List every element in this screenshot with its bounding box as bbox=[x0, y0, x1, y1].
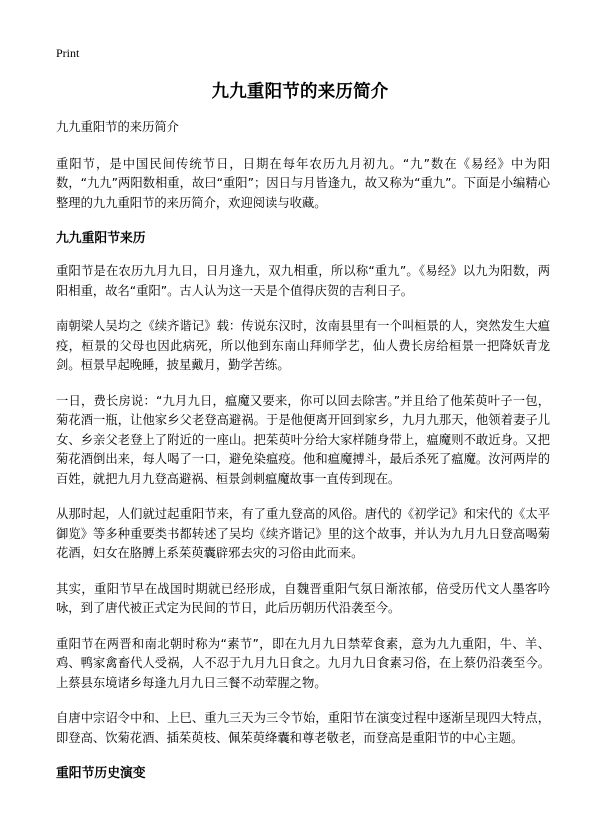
page-title: 九九重阳节的来历简介 bbox=[211, 82, 389, 102]
paragraph: 一日，费长房说：“九月九日，瘟魔又要来，你可以回去除害。”并且给了他茱萸叶子一包，菊花酒一瓶，让他家乡父老登高避祸。于是他便离开回到家乡，九月九那天，他领着妻子儿女、乡亲父老登上了附近的一座山。把茱萸叶分给大家样随身带上，瘟魔则不敢近身。又把菊花酒倒出来，每人喝了一口，避免染瘟疫。他和瘟魔搏斗，最后杀死了瘟魔。汝河两岸的百姓，就把九月九登高避祸、桓景剑刺瘟魔故事一直传到现在。 bbox=[56, 393, 550, 486]
paragraph: 重阳节是在农历九月九日，日月逢九，双九相重，所以称“重九”。《易经》以九为阳数，两阳相重，故名“重阳”。古人认为这一天是个值得庆贺的吉利日子。 bbox=[56, 264, 550, 298]
paragraph: 南朝梁人吴均之《续齐谐记》载：传说东汉时，汝南县里有一个叫桓景的人，突然发生大瘟疫，桓景的父母也因此病死，所以他到东南山拜师学艺，仙人费长房给桓景一把降妖青龙剑。桓景早起晚睡，披星戴月，勤学苦练。 bbox=[56, 319, 550, 372]
article-subtitle: 九九重阳节的来历简介 bbox=[56, 120, 179, 134]
section-heading-history: 重阳节历史演变 bbox=[56, 766, 146, 781]
section-heading-origin: 九九重阳节来历 bbox=[56, 231, 146, 246]
intro-paragraph: 重阳节，是中国民间传统节日，日期在每年农历九月初九。“九”数在《易经》中为阳数，“九九”两阳数相重，故曰“重阳”；因日与月皆逢九，故又称为“重九”。下面是小编精心整理的九九重阳节的来历简介，欢迎阅读与收藏。 bbox=[56, 156, 550, 210]
print-link[interactable]: Print bbox=[56, 46, 80, 60]
paragraph: 其实，重阳节早在战国时期就已经形成，自魏晋重阳气氛日渐浓郁，倍受历代文人墨客吟咏，到了唐代被正式定为民间的节日，此后历朝历代沿袭至今。 bbox=[56, 581, 550, 615]
paragraph: 从那时起，人们就过起重阳节来，有了重九登高的风俗。唐代的《初学记》和宋代的《太平御览》等多种重要类书都转述了吴均《续齐谐记》里的这个故事，并认为九月九日登高喝菊花酒，妇女在胳膊上系茱萸囊辟邪去灾的习俗由此而来。 bbox=[56, 507, 550, 560]
paragraph: 自唐中宗诏令中和、上巳、重九三天为三令节始，重阳节在演变过程中逐渐呈现四大特点，即登高、饮菊花酒、插茱萸枝、佩茱萸绛囊和尊老敬老，而登高是重阳节的中心主题。 bbox=[56, 711, 550, 745]
paragraph: 重阳节在两晋和南北朝时称为“素节”，即在九月九日禁荤食素，意为九九重阳，牛、羊、鸡、鸭家禽畜代人受祸，人不忍于九月九日食之。九月九日食素习俗，在上蔡仍沿袭至今。上蔡县东境诸乡每逢九月九日三餐不动荤腥之物。 bbox=[56, 636, 550, 690]
article-body bbox=[56, 118, 550, 797]
